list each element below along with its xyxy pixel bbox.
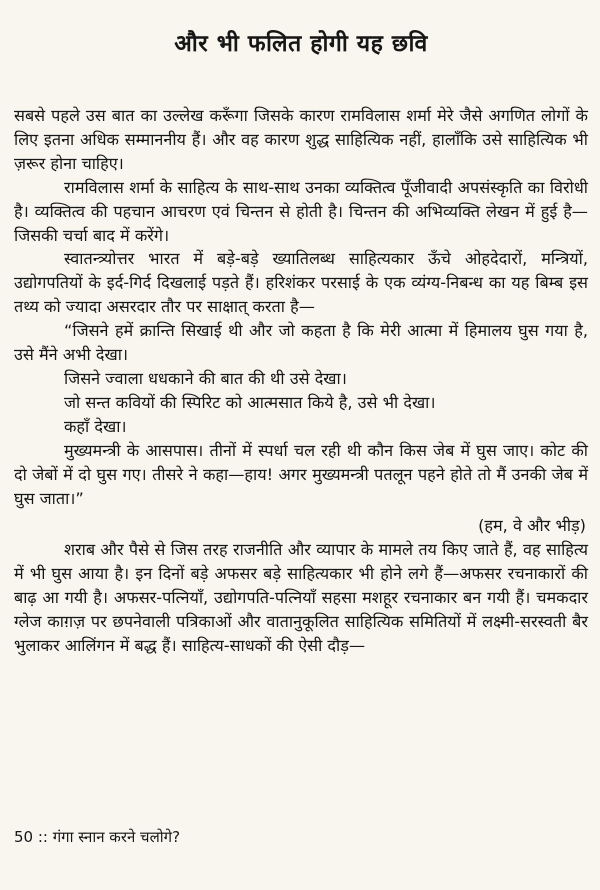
quote-line-1: “जिसने हमें क्रान्ति सिखाई थी और जो कहता है कि मेरी आत्मा में हिमालय घुस गया है, उसे मैंने अभी देखा। bbox=[14, 321, 588, 365]
quote-line-4: कहाँ देखा। bbox=[64, 416, 127, 436]
quote-line-3: जो सन्त कवियों की स्पिरिट को आत्मसात किये है, उसे भी देखा। bbox=[64, 392, 436, 412]
paragraph-2: रामविलास शर्मा के साहित्य के साथ-साथ उनका व्यक्तित्व पूँजीवादी अपसंस्कृति का विरोधी है। व्यक्तित्व की पहचान आचरण एवं चिन्तन से होती है। चिन्तन की अभिव्यक्ति लेखन में हुई है—जिसकी चर्चा बाद में करेंगे। bbox=[14, 177, 588, 245]
page-body bbox=[14, 104, 588, 658]
paragraph-closing: शराब और पैसे से जिस तरह राजनीति और व्यापार के मामले तय किए जाते हैं, वह साहित्य में भी घुस आया है। इन दिनों बड़े अफसर बड़े साहित्यकार भी होने लगे हैं—अफसर रचनाकारों की बाढ़ आ गयी है। अफसर-पत्नियाँ, उद्योगपति-पत्नियाँ सहसा मशहूर रचनाकार बन गयी हैं। चमकदार ग्लेज काग़ज़ पर छपनेवाली पत्रिकाओं और वातानुकूलित साहित्यिक समितियों में लक्ष्मी-सरस्वती बैर भुलाकर आलिंगन में बद्ध हैं। साहित्य-साधकों की ऐसी दौड़— bbox=[14, 540, 588, 655]
quote-line-2: जिसने ज्वाला धधकाने की बात की थी उसे देखा। bbox=[64, 368, 347, 388]
page-title: और भी फलित होगी यह छवि bbox=[174, 31, 428, 57]
page-footer: 50 :: गंगा स्नान करने चलोगे? bbox=[14, 828, 181, 846]
quote-attribution: (हम, वे और भीड़) bbox=[478, 516, 586, 536]
paragraph-1: सबसे पहले उस बात का उल्लेख करूँगा जिसके कारण रामविलास शर्मा मेरे जैसे अगणित लोगों के लिए इतना अधिक सम्माननीय हैं। और वह कारण शुद्ध साहित्यिक नहीं, हालाँकि उसे साहित्यिक भी ज़रूर होना चाहिए। bbox=[14, 106, 588, 173]
quote-line-5: मुख्यमन्त्री के आसपास। तीनों में स्पर्धा चल रही थी कौन किस जेब में घुस जाए। कोट की दो जेबों में दो घुस गए। तीसरे ने कहा—हाय! अगर मुख्यमन्त्री पतलून पहने होते तो मैं उनकी जेब में घुस जाता।” bbox=[14, 440, 588, 508]
paragraph-3: स्वातन्त्र्योत्तर भारत में बड़े-बड़े ख्यातिलब्ध साहित्यकार ऊँचे ओहदेदारों, मन्त्रियों, उद्योगपतियों के इर्द-गिर्द दिखलाई पड़ते हैं। हरिशंकर परसाई के एक व्यंग्य-निबन्ध का यह बिम्ब इस तथ्य को ज्यादा असरदार तौर पर साक्षात् करता है— bbox=[14, 249, 588, 317]
